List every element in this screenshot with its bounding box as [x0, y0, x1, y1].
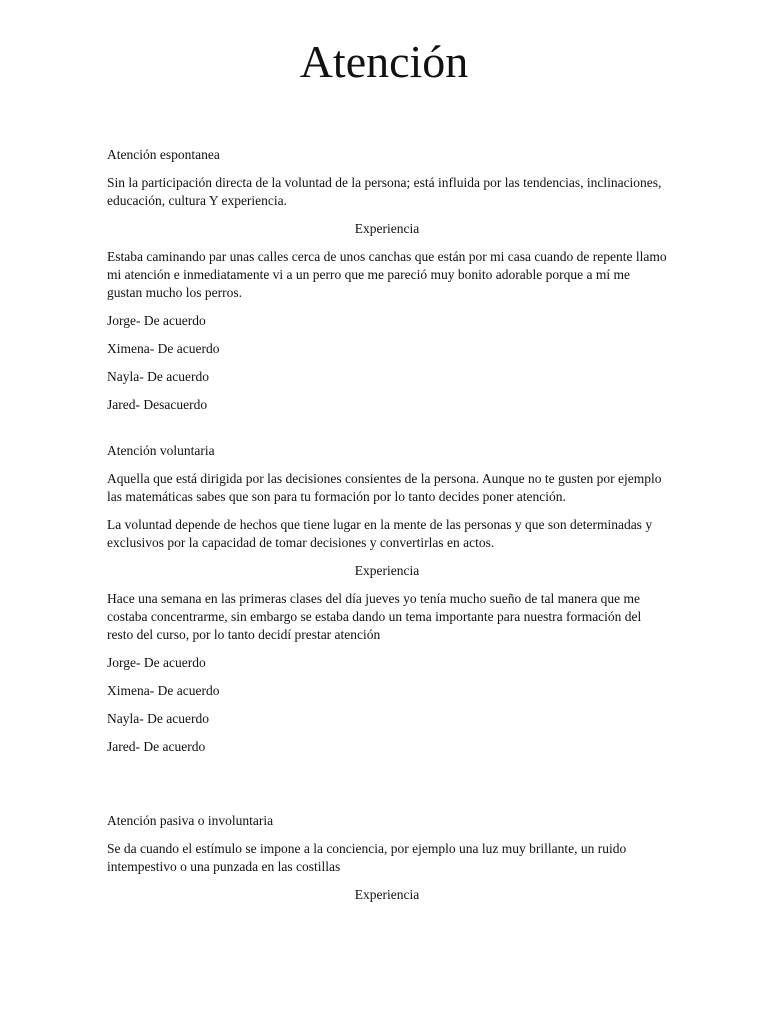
experience-label: Experiencia [354, 887, 420, 902]
spacer [107, 766, 667, 812]
vote-item: Ximena- De acuerdo [107, 341, 220, 356]
vote-item: Jared- De acuerdo [107, 739, 206, 754]
page-title: Atención [299, 36, 469, 87]
section-heading: Atención pasiva o involuntaria [107, 813, 274, 828]
experience-label: Experiencia [354, 563, 420, 578]
experience-label: Experiencia [354, 221, 420, 236]
section-paragraph: Aquella que está dirigida por las decisiones consientes de la persona. Aunque no te gusten por ejemplo las matemáticas sabes que son para tu formación por lo tanto decides poner atención. [107, 471, 662, 504]
experience-text: Hace una semana en las primeras clases del día jueves yo tenía mucho sueño de tal manera que me costaba concentrarme, sin embargo se estaba dando un tema importante para nuestra formación del resto del curso, por lo tanto decidí prestar atención [107, 591, 642, 642]
section-heading: Atención espontanea [107, 147, 220, 162]
vote-item: Nayla- De acuerdo [107, 711, 209, 726]
section-heading: Atención voluntaria [107, 443, 215, 458]
vote-item: Jared- Desacuerdo [107, 397, 208, 412]
experience-text: Estaba caminando par unas calles cerca de unos canchas que están por mi casa cuando de repente llamo mi atención e inmediatamente vi a un perro que me pareció muy bonito adorable porque a mí me gustan mucho los perros. [107, 249, 667, 300]
vote-item: Nayla- De acuerdo [107, 369, 209, 384]
section-paragraph: La voluntad depende de hechos que tiene lugar en la mente de las personas y que son determinadas y exclusivos por la capacidad de tomar decisiones y convertirlas en actos. [107, 517, 653, 550]
vote-item: Jorge- De acuerdo [107, 313, 206, 328]
document-body [107, 146, 667, 914]
section-paragraph: Sin la participación directa de la voluntad de la persona; está influida por las tendencias, inclinaciones, educación, cultura Y experiencia. [107, 175, 662, 208]
spacer [107, 424, 667, 442]
vote-item: Ximena- De acuerdo [107, 683, 220, 698]
section-paragraph: Se da cuando el estímulo se impone a la conciencia, por ejemplo una luz muy brillante, un ruido intempestivo o una punzada en las costillas [107, 841, 627, 874]
vote-item: Jorge- De acuerdo [107, 655, 206, 670]
